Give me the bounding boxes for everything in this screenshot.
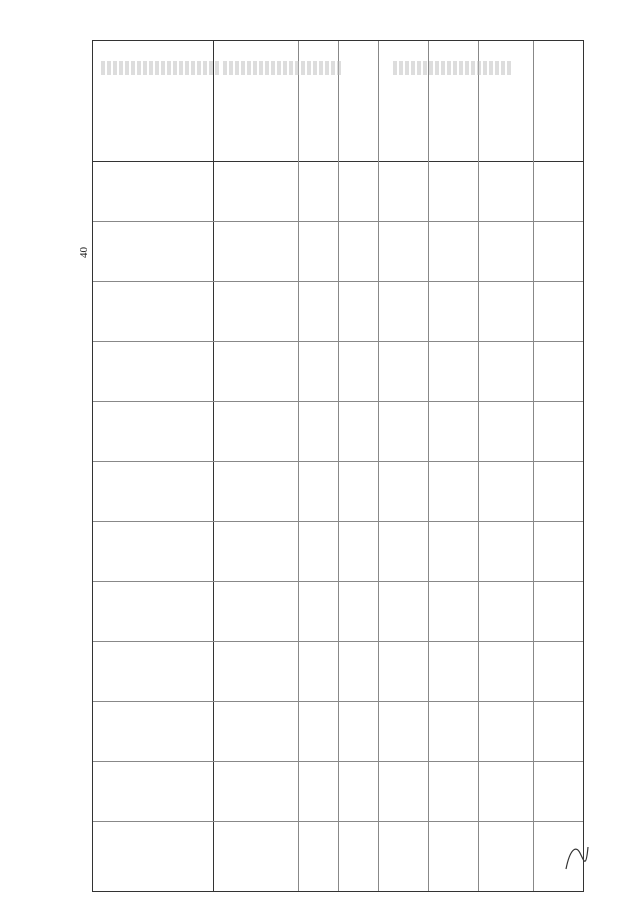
row-divider <box>93 341 583 342</box>
illegible-header-text <box>101 61 221 75</box>
signature-mark <box>562 839 590 875</box>
column-divider <box>378 41 379 891</box>
column-divider <box>338 41 339 891</box>
illegible-header-text <box>393 61 513 75</box>
row-divider <box>93 701 583 702</box>
program-indicators-table <box>92 40 584 892</box>
row-divider <box>93 761 583 762</box>
row-divider <box>93 821 583 822</box>
page-number: 40 <box>78 247 90 258</box>
column-divider <box>478 41 479 891</box>
column-divider <box>533 41 534 891</box>
row-divider <box>93 461 583 462</box>
column-group-divider <box>213 41 214 891</box>
illegible-header-text <box>223 61 343 75</box>
row-divider <box>93 581 583 582</box>
row-divider <box>93 221 583 222</box>
row-divider <box>93 401 583 402</box>
row-divider <box>93 641 583 642</box>
column-divider <box>298 41 299 891</box>
row-divider <box>93 281 583 282</box>
row-divider <box>93 521 583 522</box>
column-divider <box>428 41 429 891</box>
